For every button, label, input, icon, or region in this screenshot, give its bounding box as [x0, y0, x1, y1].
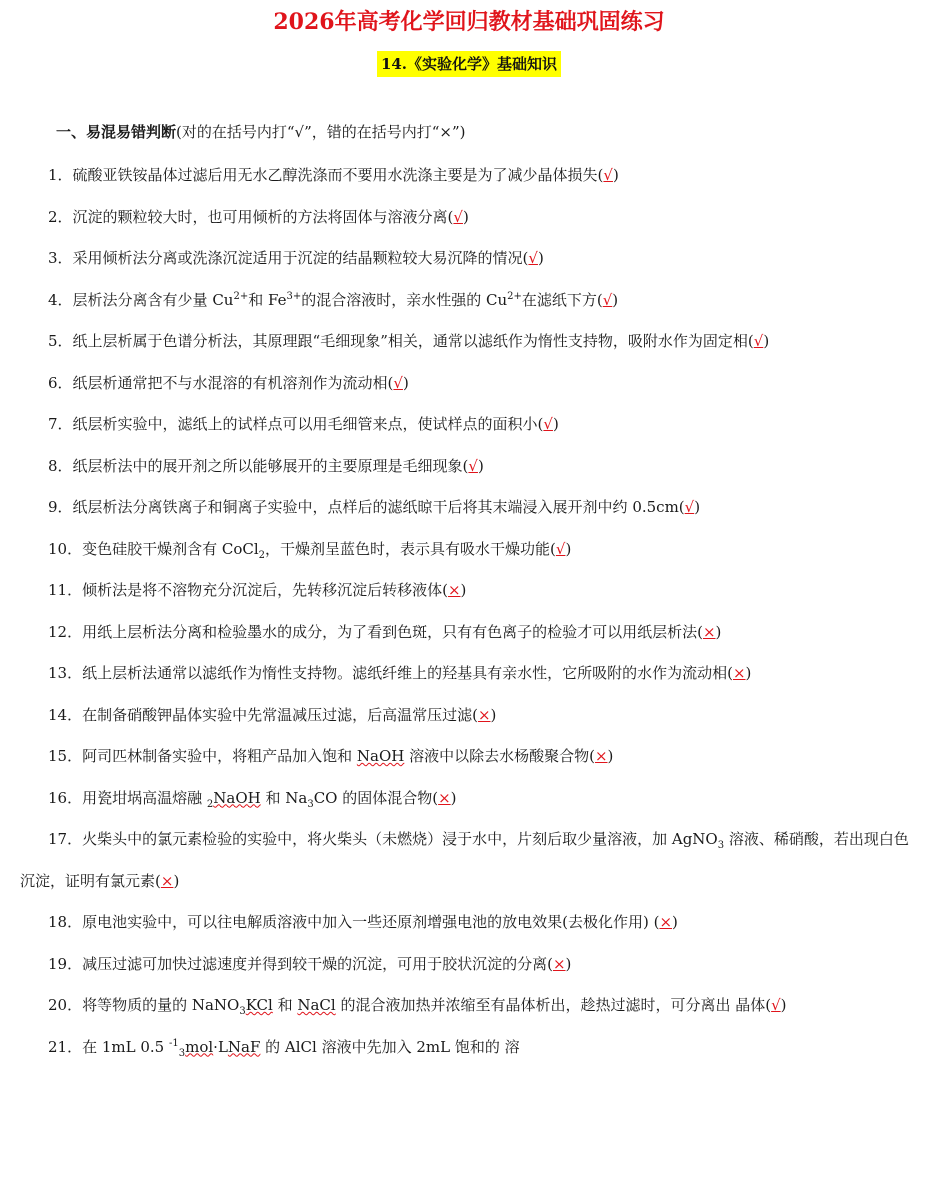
question-item: [0, 529, 938, 571]
question-text: ): [565, 954, 572, 973]
section-heading: [56, 120, 466, 144]
question-number: 6．: [48, 373, 73, 392]
answer-mark: √: [603, 166, 613, 184]
answer-mark: √: [753, 332, 764, 350]
question-text: 和 Na: [260, 788, 308, 807]
question-item: [0, 570, 938, 612]
question-text: ): [462, 207, 469, 226]
question-item: [0, 363, 938, 405]
question-item: [0, 487, 938, 529]
question-text: 和 Fe: [248, 290, 287, 309]
question-text: 在 1mL 0.5: [82, 1037, 169, 1056]
question-item: [0, 902, 938, 944]
question-text: mol: [185, 1037, 214, 1056]
question-item: [0, 653, 938, 695]
question-text: ，干燥剂呈蓝色时，表示具有吸水干燥功能(: [265, 539, 556, 558]
question-number: 13．: [48, 664, 83, 682]
question-text: 2+: [507, 290, 522, 302]
question-text: ): [173, 871, 180, 890]
question-text: 3: [239, 1006, 246, 1017]
question-list: [0, 155, 938, 1068]
answer-mark: √: [393, 373, 403, 392]
question-text: 用纸上层析法分离和检验墨水的成分，为了看到色斑，只有有色离子的检验才可以用纸层析法(: [82, 622, 703, 641]
question-text: 和: [272, 996, 298, 1014]
answer-mark: √: [528, 249, 538, 267]
question-text: -1: [168, 1037, 179, 1049]
question-text: 原电池实验中，可以往电解质溶液中加入一些还原剂增强电池的放电效果(去极化作用) (: [82, 913, 660, 931]
question-number: 20．: [48, 996, 83, 1014]
subtitle-container: [0, 51, 938, 77]
section-label: 一、易混易错判断: [56, 123, 177, 141]
question-text: 的 AlCl: [260, 1037, 317, 1056]
question-text: 硫酸亚铁铵晶体过滤后用无水乙醇洗涤而不要用水洗涤主要是为了减少晶体损失(: [72, 166, 604, 184]
question-number: 17．: [48, 830, 83, 848]
question-item: [0, 446, 938, 488]
answer-mark: ×: [447, 581, 461, 599]
answer-mark: ×: [702, 622, 716, 641]
question-item: [0, 819, 938, 902]
question-number: 15．: [48, 747, 83, 765]
question-number: 1．: [48, 166, 73, 184]
question-text: 溶液中以除去水杨酸聚合物(: [404, 747, 595, 765]
question-text: 3: [178, 1047, 186, 1059]
question-text: 纸层析法中的展开剂之所以能够展开的主要原理是毛细现象(: [72, 456, 469, 475]
question-item: [0, 404, 938, 446]
page-title: 2026年高考化学回归教材基础巩固练习: [273, 9, 665, 35]
question-text: 倾析法是将不溶物充分沉淀后，先转移沉淀后转移液体(: [82, 581, 448, 599]
question-text: 的混合溶液时，亲水性强的 Cu: [301, 290, 508, 309]
question-text: CO: [313, 788, 338, 807]
question-text: NaCl: [297, 996, 336, 1014]
question-text: ): [715, 622, 722, 641]
question-text: ): [565, 539, 572, 558]
question-text: 3: [717, 840, 725, 851]
question-text: ): [477, 456, 484, 475]
question-text: 2: [206, 798, 214, 810]
question-text: 溶: [504, 1037, 520, 1056]
question-number: 11．: [48, 581, 83, 599]
question-text: 溶液、稀硝酸，若出现白色沉淀，证明有氯元素(: [20, 830, 909, 890]
question-number: 4．: [48, 290, 73, 309]
answer-mark: ×: [160, 871, 174, 890]
answer-mark: ×: [659, 913, 673, 931]
question-text: NaOH: [213, 788, 261, 807]
question-text: ): [612, 166, 619, 184]
question-text: 的混合液加热并浓缩至有晶体析出，趁热过滤时，可分离出: [335, 996, 736, 1014]
question-text: 纸层析通常把不与水混溶的有机溶剂作为流动相(: [72, 373, 394, 392]
question-text: ): [537, 249, 544, 267]
question-item: [0, 612, 938, 654]
question-text: ): [763, 332, 770, 350]
question-text: ): [490, 705, 497, 724]
question-text: 将等物质的量的 NaNO: [82, 996, 240, 1014]
question-number: 9．: [48, 498, 73, 516]
answer-mark: √: [468, 456, 478, 475]
question-item: [0, 736, 938, 778]
question-item: [0, 985, 938, 1027]
question-text: 阿司匹林制备实验中，将粗产品加入饱和: [82, 747, 357, 765]
question-number: 12．: [48, 622, 83, 641]
question-text: 在滤纸下方(: [521, 290, 603, 309]
question-text: ): [780, 996, 787, 1014]
page-subtitle: 14.《实验化学》基础知识: [377, 51, 561, 77]
question-text: ): [694, 498, 701, 516]
question-text: 2+: [233, 290, 249, 302]
question-text: 2: [258, 549, 266, 561]
question-number: 8．: [48, 456, 73, 475]
question-item: [0, 695, 938, 737]
question-number: 3．: [48, 249, 73, 267]
question-item: [0, 155, 938, 197]
question-text: ): [450, 788, 457, 807]
question-text: NaF: [227, 1037, 261, 1056]
question-number: 2．: [48, 207, 73, 226]
question-text: 纸上层析法通常以滤纸作为惰性支持物。滤纸纤维上的羟基具有亲水性，它所吸附的水作为流动相(: [82, 664, 733, 682]
answer-mark: √: [453, 207, 463, 226]
question-text: 火柴头中的氯元素检验的实验中，将火柴头（未燃烧）浸于水中，片刻后取少量溶液，加 AgNO: [82, 830, 718, 848]
question-text: 3+: [286, 290, 302, 302]
section-instruction: (对的在括号内打“√”，错的在括号内打“×”): [176, 123, 466, 141]
answer-mark: ×: [732, 664, 746, 682]
question-text: ): [607, 747, 614, 765]
answer-mark: ×: [552, 954, 566, 973]
answer-mark: √: [771, 996, 781, 1014]
question-item: [0, 778, 938, 820]
question-text: 纸层析实验中，滤纸上的试样点可以用毛细管来点，使试样点的面积小(: [72, 415, 544, 433]
question-text: ): [552, 415, 559, 433]
question-text: 纸上层析属于色谱分析法，其原理跟“毛细现象”相关，通常以滤纸作为惰性支持物，吸附水作为固定相(: [72, 332, 754, 350]
question-text: 沉淀的颗粒较大时，也可用倾析的方法将固体与溶液分离(: [72, 207, 454, 226]
question-text: ): [402, 373, 409, 392]
question-text: ): [745, 664, 752, 682]
question-text: 纸层析法分离铁离子和铜离子实验中，点样后的滤纸晾干后将其末端浸入展开剂中约 0.5cm(: [72, 498, 685, 516]
question-item: [0, 944, 938, 986]
question-text: ): [460, 581, 467, 599]
answer-mark: ×: [438, 788, 451, 807]
answer-mark: ×: [477, 705, 491, 724]
question-text: 晶体(: [735, 996, 772, 1014]
question-text: ·L: [213, 1037, 228, 1056]
question-text: ): [612, 290, 619, 309]
answer-mark: √: [543, 415, 553, 433]
question-item: [0, 238, 938, 280]
question-text: 采用倾析法分离或洗涤沉淀适用于沉淀的结晶颗粒较大易沉降的情况(: [72, 249, 529, 267]
answer-mark: √: [555, 539, 566, 558]
question-number: 7．: [48, 415, 73, 433]
question-text: NaOH: [356, 747, 405, 765]
question-text: 3: [307, 798, 314, 810]
question-number: 14．: [48, 705, 83, 724]
question-number: 16．: [48, 788, 83, 807]
question-text: 用瓷坩埚高温熔融: [82, 788, 207, 807]
question-text: 变色硅胶干燥剂含有 CoCl: [82, 539, 259, 558]
question-item: [0, 1027, 938, 1069]
question-text: ): [672, 913, 678, 931]
question-item: [0, 321, 938, 363]
question-text: 层析法分离含有少量 Cu: [72, 290, 234, 309]
question-text: 的固体混合物(: [337, 788, 439, 807]
question-item: [0, 197, 938, 239]
answer-mark: √: [684, 498, 695, 516]
question-number: 10．: [48, 539, 83, 558]
question-number: 19．: [48, 954, 83, 973]
question-text: KCl: [245, 996, 273, 1014]
answer-mark: ×: [594, 747, 608, 765]
answer-mark: √: [602, 290, 613, 309]
question-number: 18．: [48, 913, 83, 931]
question-text: 溶液中先加入 2mL 饱和的: [316, 1037, 505, 1056]
question-text: 减压过滤可加快过滤速度并得到较干燥的沉淀，可用于胶状沉淀的分离(: [82, 954, 553, 973]
question-number: 21．: [48, 1037, 83, 1056]
question-number: 5．: [48, 332, 73, 350]
question-item: [0, 280, 938, 322]
question-text: 在制备硝酸钾晶体实验中先常温减压过滤，后高温常压过滤(: [82, 705, 478, 724]
